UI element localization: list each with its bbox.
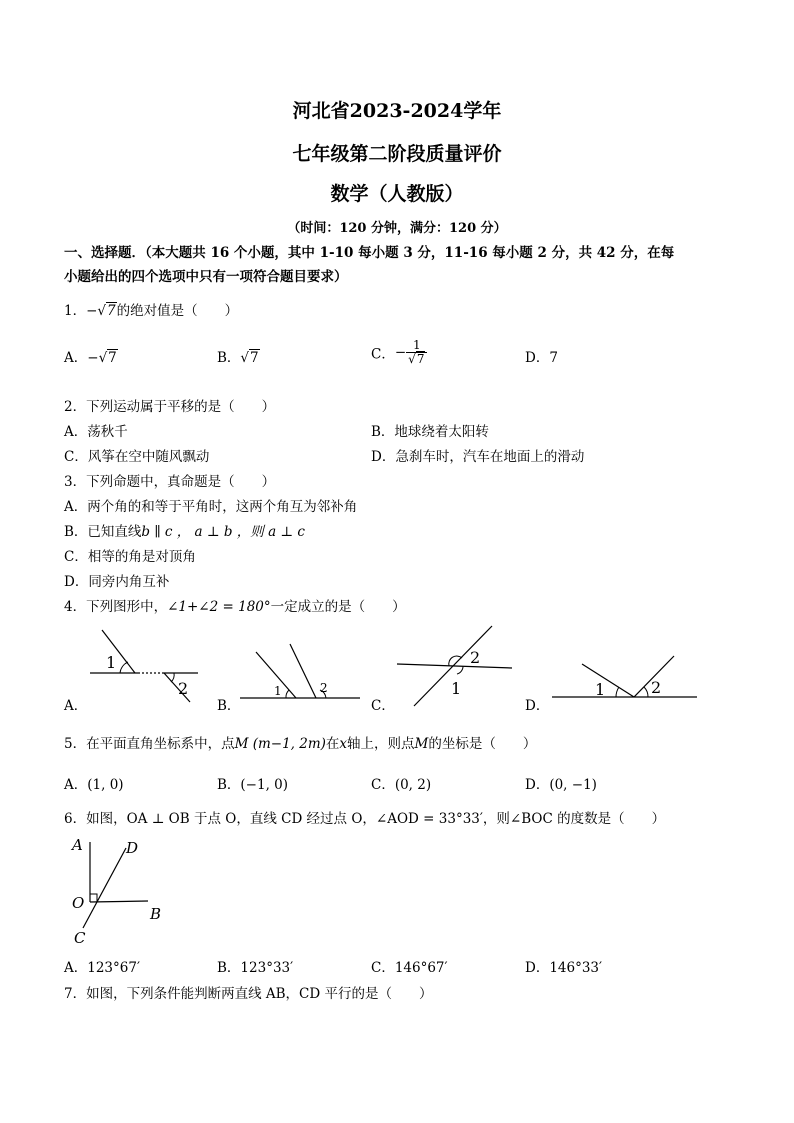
fig-a-label-2: 2 (178, 679, 189, 698)
title-grade: 七年级第二阶段质量评价 (292, 143, 502, 165)
question-1 (64, 299, 238, 319)
q4-figure-c (397, 626, 512, 706)
q1-c-fraction (406, 339, 427, 366)
q4-figure-a (90, 630, 198, 702)
q1-c-numerator: 1 (406, 339, 427, 353)
q4-option-a-label: A． (64, 698, 88, 714)
q5-stem-m: M (414, 736, 429, 752)
q6-option-c: C．146°67′ (371, 960, 448, 976)
q2-option-a: A．荡秋千 (64, 424, 128, 440)
q4-stem-post: 一定成立的是（ ） (270, 599, 406, 615)
q1-b-label: B． (217, 350, 241, 366)
q1-c-radicand: 7 (416, 352, 425, 366)
fig-c-arc-1 (457, 666, 463, 674)
fig-b-label-1: 1 (274, 684, 282, 698)
q5-stem-math: M (m−1, 2m) (234, 736, 326, 752)
question-4 (64, 595, 406, 615)
q4-stem-math: ∠1+∠2 = 180° (167, 599, 271, 615)
q1-neg: − (86, 303, 98, 319)
q4-figure-d (552, 656, 697, 699)
q5-stem-pre: 5．在平面直角坐标系中，点 (64, 736, 235, 752)
time-info: （时间：120 分钟，满分：120 分） (287, 221, 507, 236)
section-title-line1: 一、选择题．（本大题共 16 个小题，其中 1-10 每小题 3 分，11-16 每小题 2 分，共 42 分，在每 (64, 245, 675, 261)
q3-b-math: b ∥ c ， a ⊥ b ，则 a ⊥ c (141, 524, 305, 540)
title-subject: 数学（人教版） (330, 183, 464, 205)
q1-a-sqrt: √ (98, 350, 108, 366)
q6-label-o: O (72, 894, 85, 912)
q5-stem-post: 轴上，则点 (347, 736, 415, 752)
question-3: 3．下列命题中，真命题是（ ） (64, 474, 276, 490)
q1-stem: 的绝对值是（ ） (116, 303, 239, 319)
q3-option-d: D．同旁内角互补 (64, 574, 170, 590)
q6-ray-ob (90, 901, 148, 902)
fig-c-label-2: 2 (470, 648, 481, 667)
fig-b-ray-2 (290, 644, 316, 698)
fig-d-label-2: 2 (651, 678, 662, 697)
q4-option-d-label: D． (525, 698, 550, 714)
q1-option-b (217, 346, 260, 366)
question-2: 2．下列运动属于平移的是（ ） (64, 399, 276, 415)
q4-stem-pre: 4．下列图形中， (64, 599, 168, 615)
q1-c-label: C． (371, 346, 395, 363)
fig-b-label-2: 2 (320, 681, 328, 695)
q1-option-d: D．7 (525, 350, 558, 366)
q5-option-d: D．(0, −1) (525, 777, 597, 793)
q1-a-label: A． (64, 350, 88, 366)
q3-option-c: C．相等的角是对顶角 (64, 549, 196, 565)
q1-option-a (64, 346, 118, 366)
q1-b-radicand: 7 (250, 350, 259, 366)
q6-option-b: B．123°33′ (217, 960, 294, 976)
q6-right-angle-mark (90, 894, 97, 902)
q5-stem-x: x (339, 736, 348, 752)
fig-d-arc-1 (616, 687, 619, 697)
q1-a-neg: − (87, 350, 99, 366)
q5-option-a: A．(1, 0) (64, 777, 124, 793)
q1-number: 1． (64, 303, 87, 319)
title-province: 河北省2023-2024学年 (292, 100, 502, 122)
q1-c-neg: − (394, 344, 407, 361)
q1-c-sqrt: √ (408, 352, 416, 366)
fig-d-left-ray (582, 664, 634, 697)
q1-b-sqrt: √ (240, 350, 250, 366)
q1-a-radicand: 7 (108, 350, 117, 366)
q5-stem-mid: 在 (325, 736, 340, 752)
q5-option-c: C．(0, 2) (371, 777, 432, 793)
q1-sqrt: √ (97, 303, 107, 319)
q6-option-d: D．146°33′ (525, 960, 603, 976)
q1-radicand: 7 (107, 303, 116, 319)
q6-label-d: D (126, 839, 139, 857)
q6-label-a: A (72, 836, 83, 854)
fig-b-arc-1 (286, 690, 289, 698)
fig-a-label-1: 1 (106, 653, 117, 672)
q5-stem-end: 的坐标是（ ） (428, 736, 537, 752)
question-6: 6．如图，OA ⊥ OB 于点 O，直线 CD 经过点 O，∠AOD = 33°33′，则∠BOC 的度数是（ ） (64, 811, 666, 827)
q6-label-c: C (74, 929, 86, 947)
fig-a-arc-1 (120, 662, 128, 673)
q4-option-b-label: B． (217, 698, 241, 714)
fig-d-arc-2 (644, 687, 648, 697)
q1-option-c (371, 339, 427, 366)
question-7: 7．如图，下列条件能判断两直线 AB，CD 平行的是（ ） (64, 986, 433, 1002)
q3-option-b (64, 520, 305, 540)
q4-figure-b (240, 644, 360, 698)
q3-option-a: A．两个角的和等于平角时，这两个角互为邻补角 (64, 499, 358, 515)
q5-option-b: B．(−1, 0) (217, 777, 289, 793)
fig-c-arc-2 (449, 656, 462, 666)
q3-b-text: B．已知直线 (64, 524, 142, 540)
q6-label-b: B (150, 905, 162, 923)
section-title-line2: 小题给出的四个选项中只有一项符合题目要求） (64, 269, 348, 285)
q2-option-b: B．地球绕着太阳转 (371, 424, 489, 440)
question-5 (64, 732, 536, 752)
q6-option-a: A．123°67′ (64, 960, 141, 976)
fig-d-label-1: 1 (595, 680, 606, 699)
q2-option-d: D．急刹车时，汽车在地面上的滑动 (371, 449, 585, 465)
q2-option-c: C．风筝在空中随风飘动 (64, 449, 210, 465)
fig-c-label-1: 1 (451, 679, 462, 698)
q4-option-c-label: C． (371, 698, 395, 714)
q1-c-denominator (406, 353, 427, 366)
q6-figure (64, 832, 174, 947)
